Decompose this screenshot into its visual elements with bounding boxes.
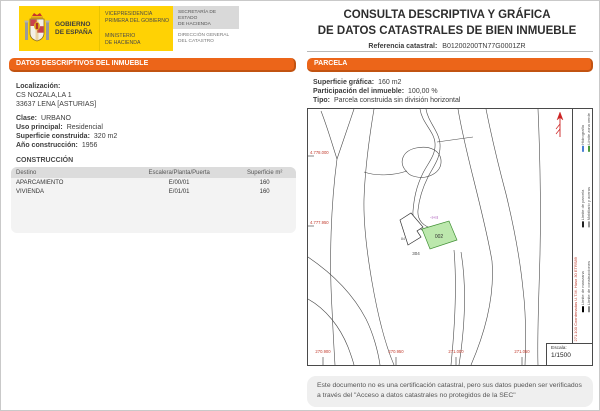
northing-label-top: 4.778.000 [310,150,329,155]
easting-label-2: 270.950 [388,349,404,354]
hydrography-line-icon [582,146,584,152]
block-limit-line-icon [582,306,584,312]
map-drawing [308,109,592,365]
field-uso-principal: Uso principal: Residencial [16,124,103,131]
cadastral-reference [301,43,593,50]
scale-value: 1/1500 [551,352,571,359]
legend-label: Límite de manzana [580,271,585,306]
field-participacion: Participación del inmueble: 100,00 % [313,88,438,95]
table-row: VIVIENDA E/01/01 160 [16,188,270,195]
reference-label: Referencia catastral: [368,43,438,51]
field-tipo: Tipo: Parcela construida sin división horizontal [313,97,461,104]
northing-label-bottom: 4.777.950 [310,220,329,225]
axis-ticks [308,156,522,365]
government-logo-block [19,6,173,51]
green-zone-line-icon [588,146,590,152]
legend-label: Límite de parcela [580,189,585,221]
legend-label: Límite de construcciones [586,261,591,306]
small-map-label: 84 [401,237,405,241]
construccion-title: CONSTRUCCIÓN [16,157,74,164]
col-escalera-planta-puerta: Escalera/Planta/Puerta [148,169,210,176]
field-clase: Clase: URBANO [16,115,71,122]
reference-value: B01200200TN77G0001ZR [442,43,526,51]
col-destino: Destino [16,169,37,176]
legend-group-1 [581,113,591,152]
title-line-1: CONSULTA DESCRIPTIVA Y GRÁFICA [343,9,551,21]
map-legend [572,109,592,345]
secretaria-estado-label: SECRETARÍA DE ESTADO DE HACIENDA [173,6,239,29]
parcel-boundaries [308,109,540,365]
easting-label-1: 270.900 [315,349,331,354]
field-ano-construccion: Año construcción: 1956 [16,142,98,149]
title-divider [307,51,593,52]
legend-group-3 [581,261,591,312]
cadastral-map [307,108,593,366]
construccion-table-header [11,167,296,178]
ministry-labels: VICEPRESIDENCIA PRIMERA DEL GOBIERNO MINISTERIO DE HACIENDA [99,6,173,51]
gobierno-de-espana-label: GOBIERNO DE ESPAÑA [55,20,93,36]
parcel-limit-line-icon [582,221,584,227]
section-header-datos-descriptivos: DATOS DESCRIPTIVOS DEL INMUEBLE [9,58,296,72]
direccion-general-catastro-label: DIRECCIÓN GENERAL DEL CATASTRO [178,33,230,45]
disclaimer-note: Este documento no es una certificación catastral, pero sus datos pueden ser verificados a través del "Acceso a datos catastrales no protegidos de la SEC" [307,376,593,407]
legend-label: Mobiliario y aceras [586,187,591,221]
construction-limit-line-icon [588,306,590,312]
field-superficie-grafica: Superficie gráfica: 160 m2 [313,79,402,86]
localizacion-label: Localización: [16,83,61,90]
legend-label: Hidrografía [580,125,585,145]
legend-group-2 [581,187,591,227]
table-row: APARCAMIENTO E/00/01 160 [16,179,270,186]
easting-label-4: 271.050 [514,349,530,354]
title-line-2: DE DATOS CATASTRALES DE BIEN INMUEBLE [317,24,577,37]
field-superficie-construida: Superficie construida: 320 m2 [16,133,118,140]
furniture-line-icon [588,221,590,227]
utm-coordinates-note: 271.100 Coordenadas U.T.M. Huso 30 ETRS89 [573,257,578,342]
parcel-number-label: 002 [434,234,444,240]
height-label: -I+II [430,215,438,220]
scale-label: Escala: [551,346,567,351]
spain-coat-of-arms-icon [19,6,55,51]
address-line-1: CS NOZALA,LA 1 [16,92,72,99]
section-header-parcela: PARCELA [307,58,593,72]
col-superficie: Superficie m² [246,169,283,176]
north-arrow-icon [556,112,563,137]
construccion-table [11,167,296,233]
neighbor-parcel-label: 304 [412,251,420,256]
legend-label: Límite zona verde [586,113,591,145]
easting-label-3: 271.000 [448,349,464,354]
map-labels [310,150,530,354]
address-line-2: 33637 LENA [ASTURIAS] [16,101,97,108]
document-title [301,8,593,50]
scale-box [546,343,592,365]
